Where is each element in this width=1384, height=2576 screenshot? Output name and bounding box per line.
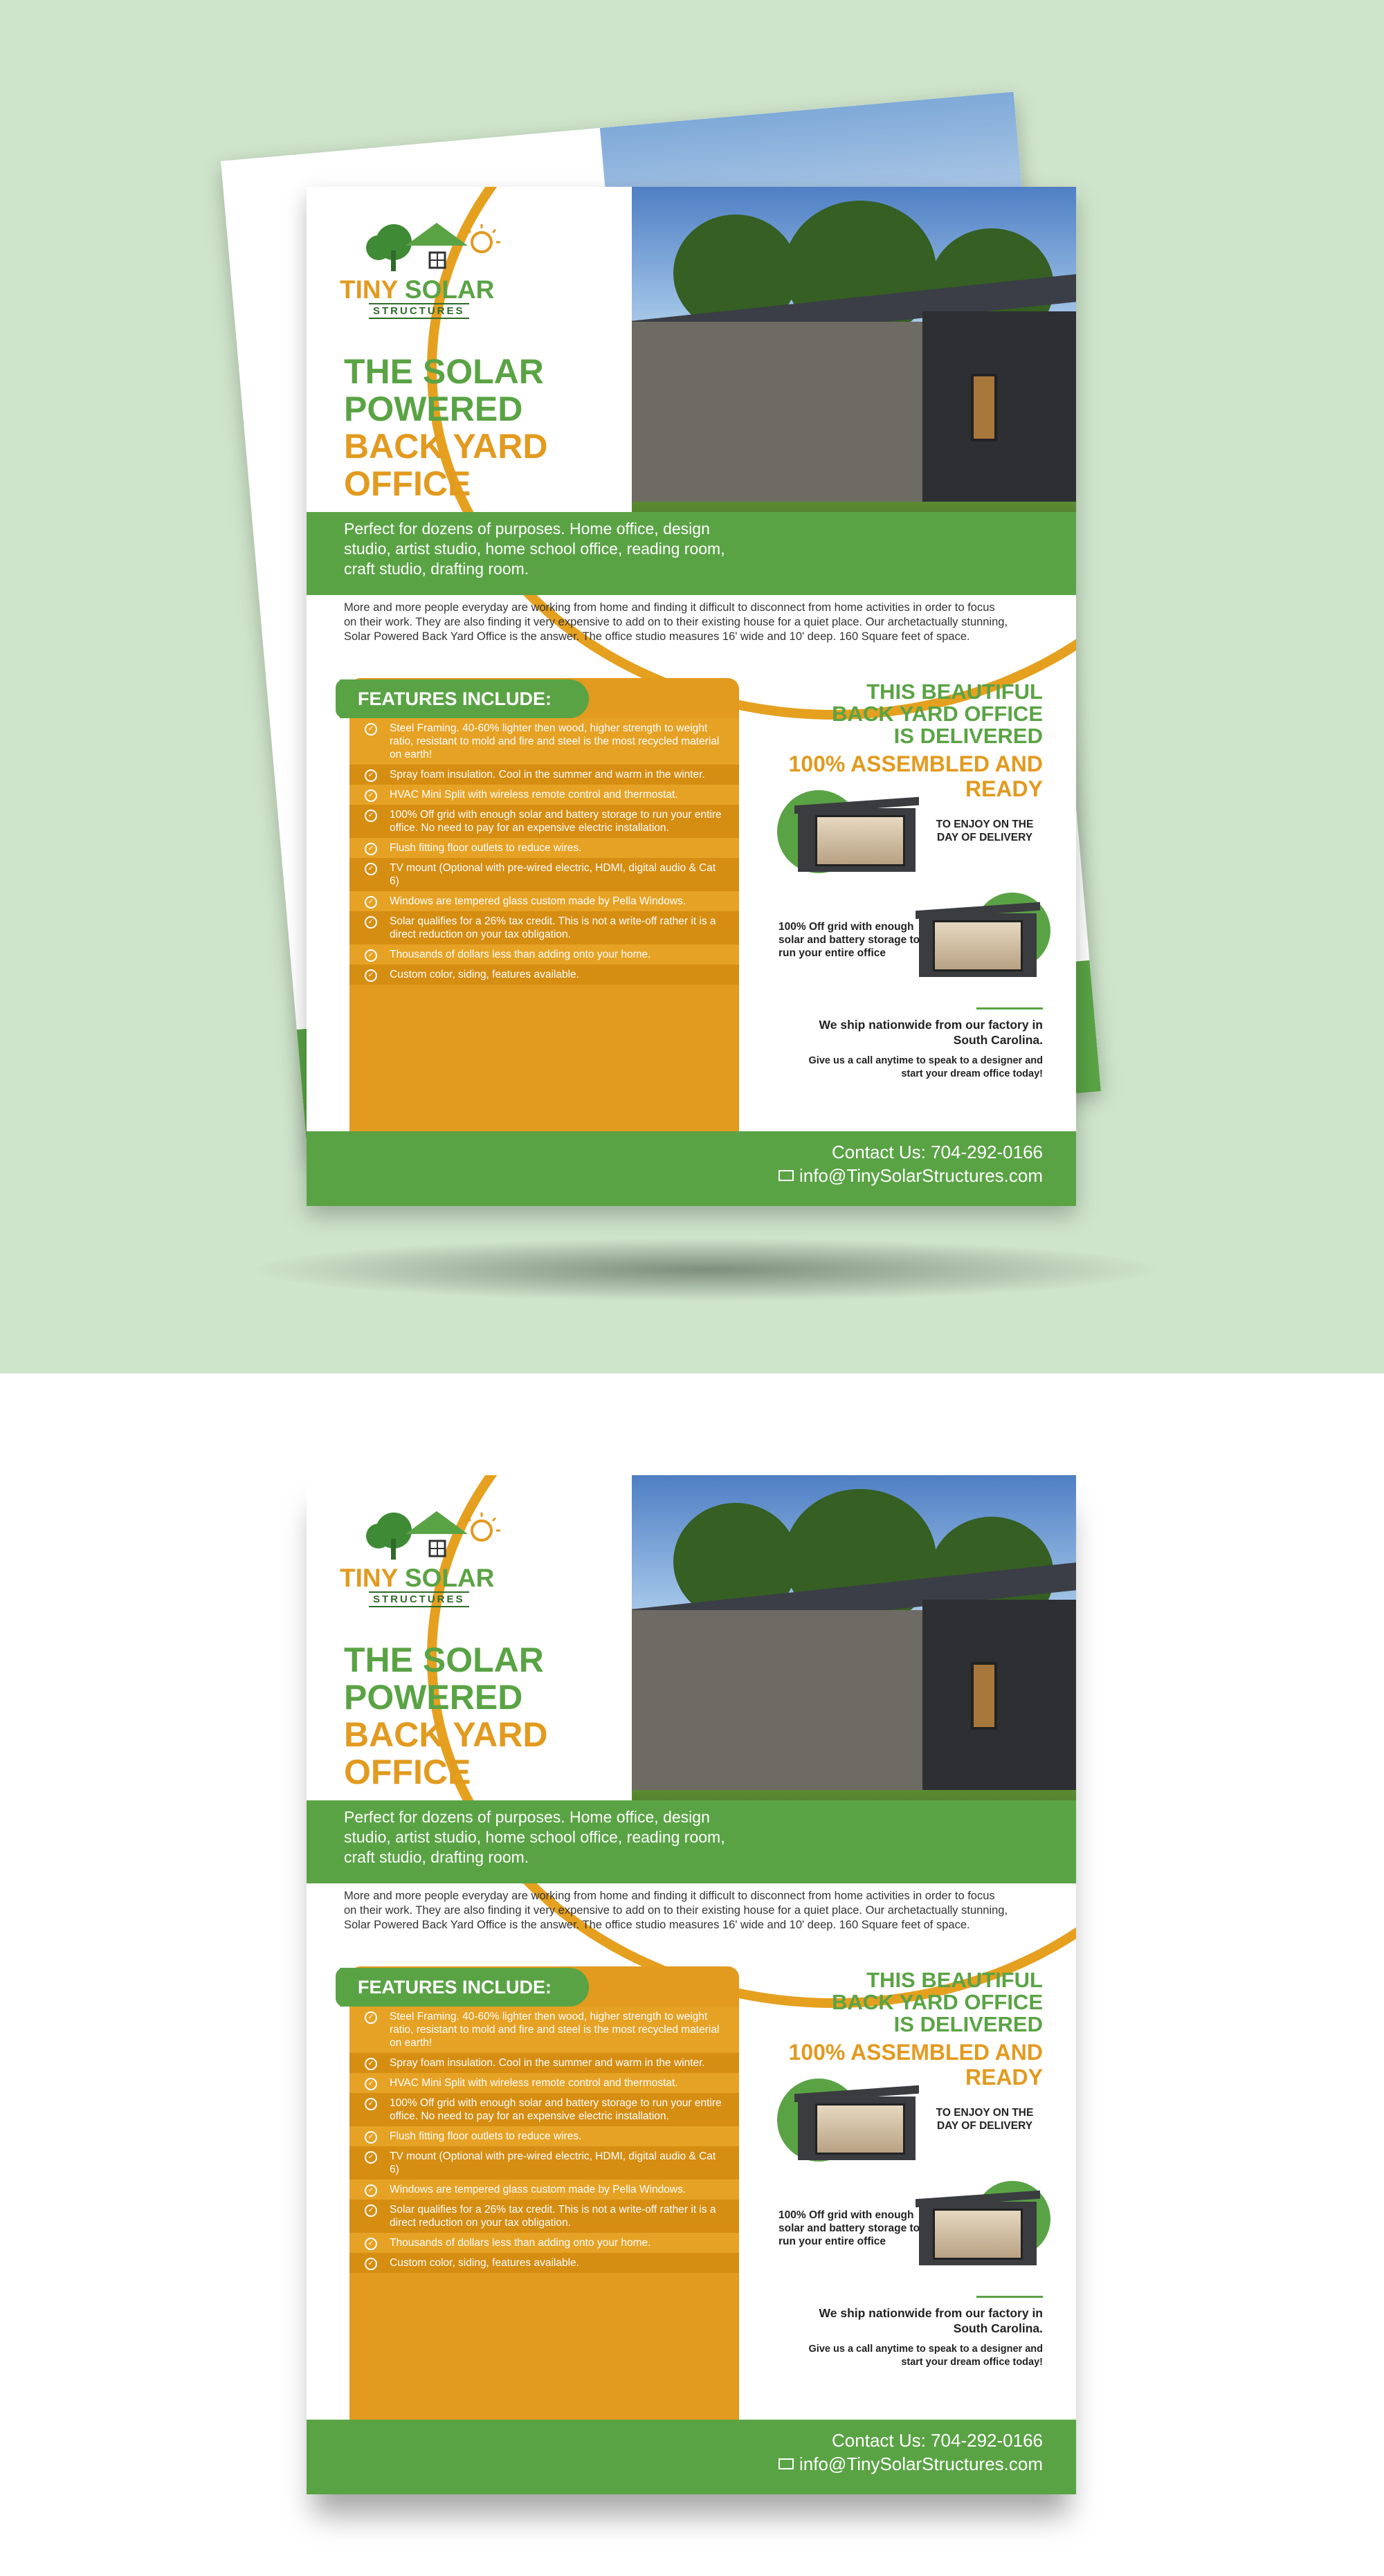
flyer-bottom <box>307 1475 1076 2494</box>
contact-email: info@TinySolarStructures.com <box>694 2452 1043 2476</box>
tiny-solar-logo <box>340 214 513 318</box>
feature-item: ✓ Flush fitting floor outlets to reduce wires. <box>349 2126 739 2146</box>
shipping-text: We ship nationwide from our factory in South Carolina. <box>819 2306 1043 2335</box>
check-icon: ✓ <box>365 2058 377 2070</box>
feature-item: ✓ Steel Framing. 40-60% lighter then wood, higher strength to weight ratio, resistant to mold and fire and steel is the most recycled material on earth! <box>349 718 739 765</box>
feature-item: ✓ TV mount (Optional with pre-wired electric, HDMI, digital audio & Cat 6) <box>349 2146 739 2180</box>
intro-paragraph: More and more people everyday are working from home and finding it difficult to disconnect from home activities in order to focus on their work. They are also finding it very expensive to add on to their existing house for a quiet place. Our archetactually stunning, Solar Powered Back Yard Office is the answer. The office studio measures 16' wide and 10' deep. 160 Square feet of space. <box>344 601 1008 643</box>
assembled-subtitle: 100% ASSEMBLED AND READY <box>788 751 1043 801</box>
check-icon: ✓ <box>365 896 377 908</box>
logo-brand-text: TINY SOLAR <box>340 1564 495 1592</box>
purpose-text: Perfect for dozens of purposes. Home office, design studio, artist studio, home school office, reading room, craft studio, drafting room. <box>344 520 725 578</box>
caption-offgrid: 100% Off grid with enough solar and battery storage to run your entire office <box>778 2209 920 2247</box>
logo-brand-text: TINY SOLAR <box>340 275 495 304</box>
assembled-subtitle: 100% ASSEMBLED AND READY <box>788 2040 1043 2090</box>
purpose-text: Perfect for dozens of purposes. Home office, design studio, artist studio, home school office, reading room, craft studio, drafting room. <box>344 1808 725 1866</box>
check-icon: ✓ <box>365 789 377 802</box>
feature-item: ✓ Spray foam insulation. Cool in the summer and warm in the winter. <box>349 2053 739 2073</box>
intro-paragraph: More and more people everyday are working from home and finding it difficult to disconnect from home activities in order to focus on their work. They are also finding it very expensive to add on to their existing house for a quiet place. Our archetactually stunning, Solar Powered Back Yard Office is the answer. The office studio measures 16' wide and 10' deep. 160 Square feet of space. <box>344 1890 1008 1931</box>
check-icon: ✓ <box>365 810 377 822</box>
contact-phone: Contact Us: 704-292-0166 <box>832 1142 1043 1162</box>
feature-item: ✓ Windows are tempered glass custom made by Pella Windows. <box>349 891 739 911</box>
shipping-text: We ship nationwide from our factory in South Carolina. <box>819 1018 1043 1047</box>
check-icon: ✓ <box>365 969 377 982</box>
check-icon: ✓ <box>365 2184 377 2197</box>
divider-line <box>976 2296 1043 2298</box>
feature-item: ✓ Spray foam insulation. Cool in the summer and warm in the winter. <box>349 765 739 785</box>
feature-item: ✓ Flush fitting floor outlets to reduce wires. <box>349 838 739 858</box>
headline: THE SOLAR POWERED BACK YARD OFFICE <box>344 1641 548 1791</box>
check-icon: ✓ <box>365 769 377 782</box>
check-icon: ✓ <box>365 843 377 855</box>
logo-sub-text: STRUCTURES <box>369 1591 469 1607</box>
divider-line <box>976 1007 1043 1010</box>
features-list <box>349 718 739 985</box>
features-title: FEATURES INCLUDE: <box>340 1968 589 2007</box>
check-icon: ✓ <box>365 2258 377 2270</box>
check-icon: ✓ <box>365 949 377 962</box>
feature-item: ✓ Solar qualifies for a 26% tax credit. This is not a write-off rather it is a direct reduction on your tax obligation. <box>349 911 739 944</box>
caption-offgrid: 100% Off grid with enough solar and battery storage to run your entire office <box>778 921 920 959</box>
feature-item: ✓ Windows are tempered glass custom made by Pella Windows. <box>349 2180 739 2200</box>
feature-item: ✓ Custom color, siding, features available. <box>349 2253 739 2273</box>
feature-item: ✓ Steel Framing. 40-60% lighter then wood, higher strength to weight ratio, resistant to mold and fire and steel is the most recycled material on earth! <box>349 2007 739 2053</box>
logo-house-tree-sun-icon <box>340 214 513 280</box>
delivered-title: THIS BEAUTIFUL BACK YARD OFFICE IS DELIVERED <box>832 1968 1043 2036</box>
logo-house-tree-sun-icon <box>340 1503 513 1569</box>
feature-item: ✓ Thousands of dollars less than adding onto your home. <box>349 2233 739 2253</box>
features-list <box>349 2007 739 2273</box>
contact-email: info@TinySolarStructures.com <box>694 1164 1043 1187</box>
check-icon: ✓ <box>365 2151 377 2164</box>
mockup-shadow <box>256 1239 1156 1301</box>
caption-enjoy: TO ENJOY ON THE DAY OF DELIVERY <box>936 2107 1034 2132</box>
feature-item: ✓ HVAC Mini Split with wireless remote control and thermostat. <box>349 785 739 805</box>
tiny-solar-logo <box>340 1503 513 1607</box>
check-icon: ✓ <box>365 2131 377 2144</box>
contact-phone: Contact Us: 704-292-0166 <box>832 2430 1043 2451</box>
feature-item: ✓ Custom color, siding, features available. <box>349 965 739 985</box>
feature-item: ✓ TV mount (Optional with pre-wired electric, HDMI, digital audio & Cat 6) <box>349 858 739 891</box>
headline: THE SOLAR POWERED BACK YARD OFFICE <box>344 352 548 503</box>
mail-icon <box>778 1170 794 1181</box>
feature-item: ✓ 100% Off grid with enough solar and battery storage to run your entire office. No need to pay for an expensive electric installation. <box>349 2093 739 2126</box>
flyer-top <box>307 187 1076 1206</box>
check-icon: ✓ <box>365 2238 377 2250</box>
check-icon: ✓ <box>365 2098 377 2110</box>
caption-enjoy: TO ENJOY ON THE DAY OF DELIVERY <box>936 819 1034 843</box>
delivered-title: THIS BEAUTIFUL BACK YARD OFFICE IS DELIVERED <box>832 679 1043 748</box>
check-icon: ✓ <box>365 2204 377 2217</box>
features-title: FEATURES INCLUDE: <box>340 679 589 718</box>
check-icon: ✓ <box>365 916 377 929</box>
feature-item: ✓ Solar qualifies for a 26% tax credit. This is not a write-off rather it is a direct reduction on your tax obligation. <box>349 2200 739 2233</box>
check-icon: ✓ <box>365 2011 377 2024</box>
check-icon: ✓ <box>365 723 377 736</box>
call-text: Give us a call anytime to speak to a designer and start your dream office today! <box>808 2344 1043 2368</box>
feature-item: ✓ Thousands of dollars less than adding onto your home. <box>349 944 739 965</box>
feature-item: ✓ 100% Off grid with enough solar and battery storage to run your entire office. No need to pay for an expensive electric installation. <box>349 805 739 838</box>
logo-sub-text: STRUCTURES <box>369 303 469 319</box>
check-icon: ✓ <box>365 863 377 875</box>
mail-icon <box>778 2458 794 2469</box>
check-icon: ✓ <box>365 2078 377 2090</box>
call-text: Give us a call anytime to speak to a designer and start your dream office today! <box>808 1055 1043 1079</box>
feature-item: ✓ HVAC Mini Split with wireless remote control and thermostat. <box>349 2073 739 2093</box>
